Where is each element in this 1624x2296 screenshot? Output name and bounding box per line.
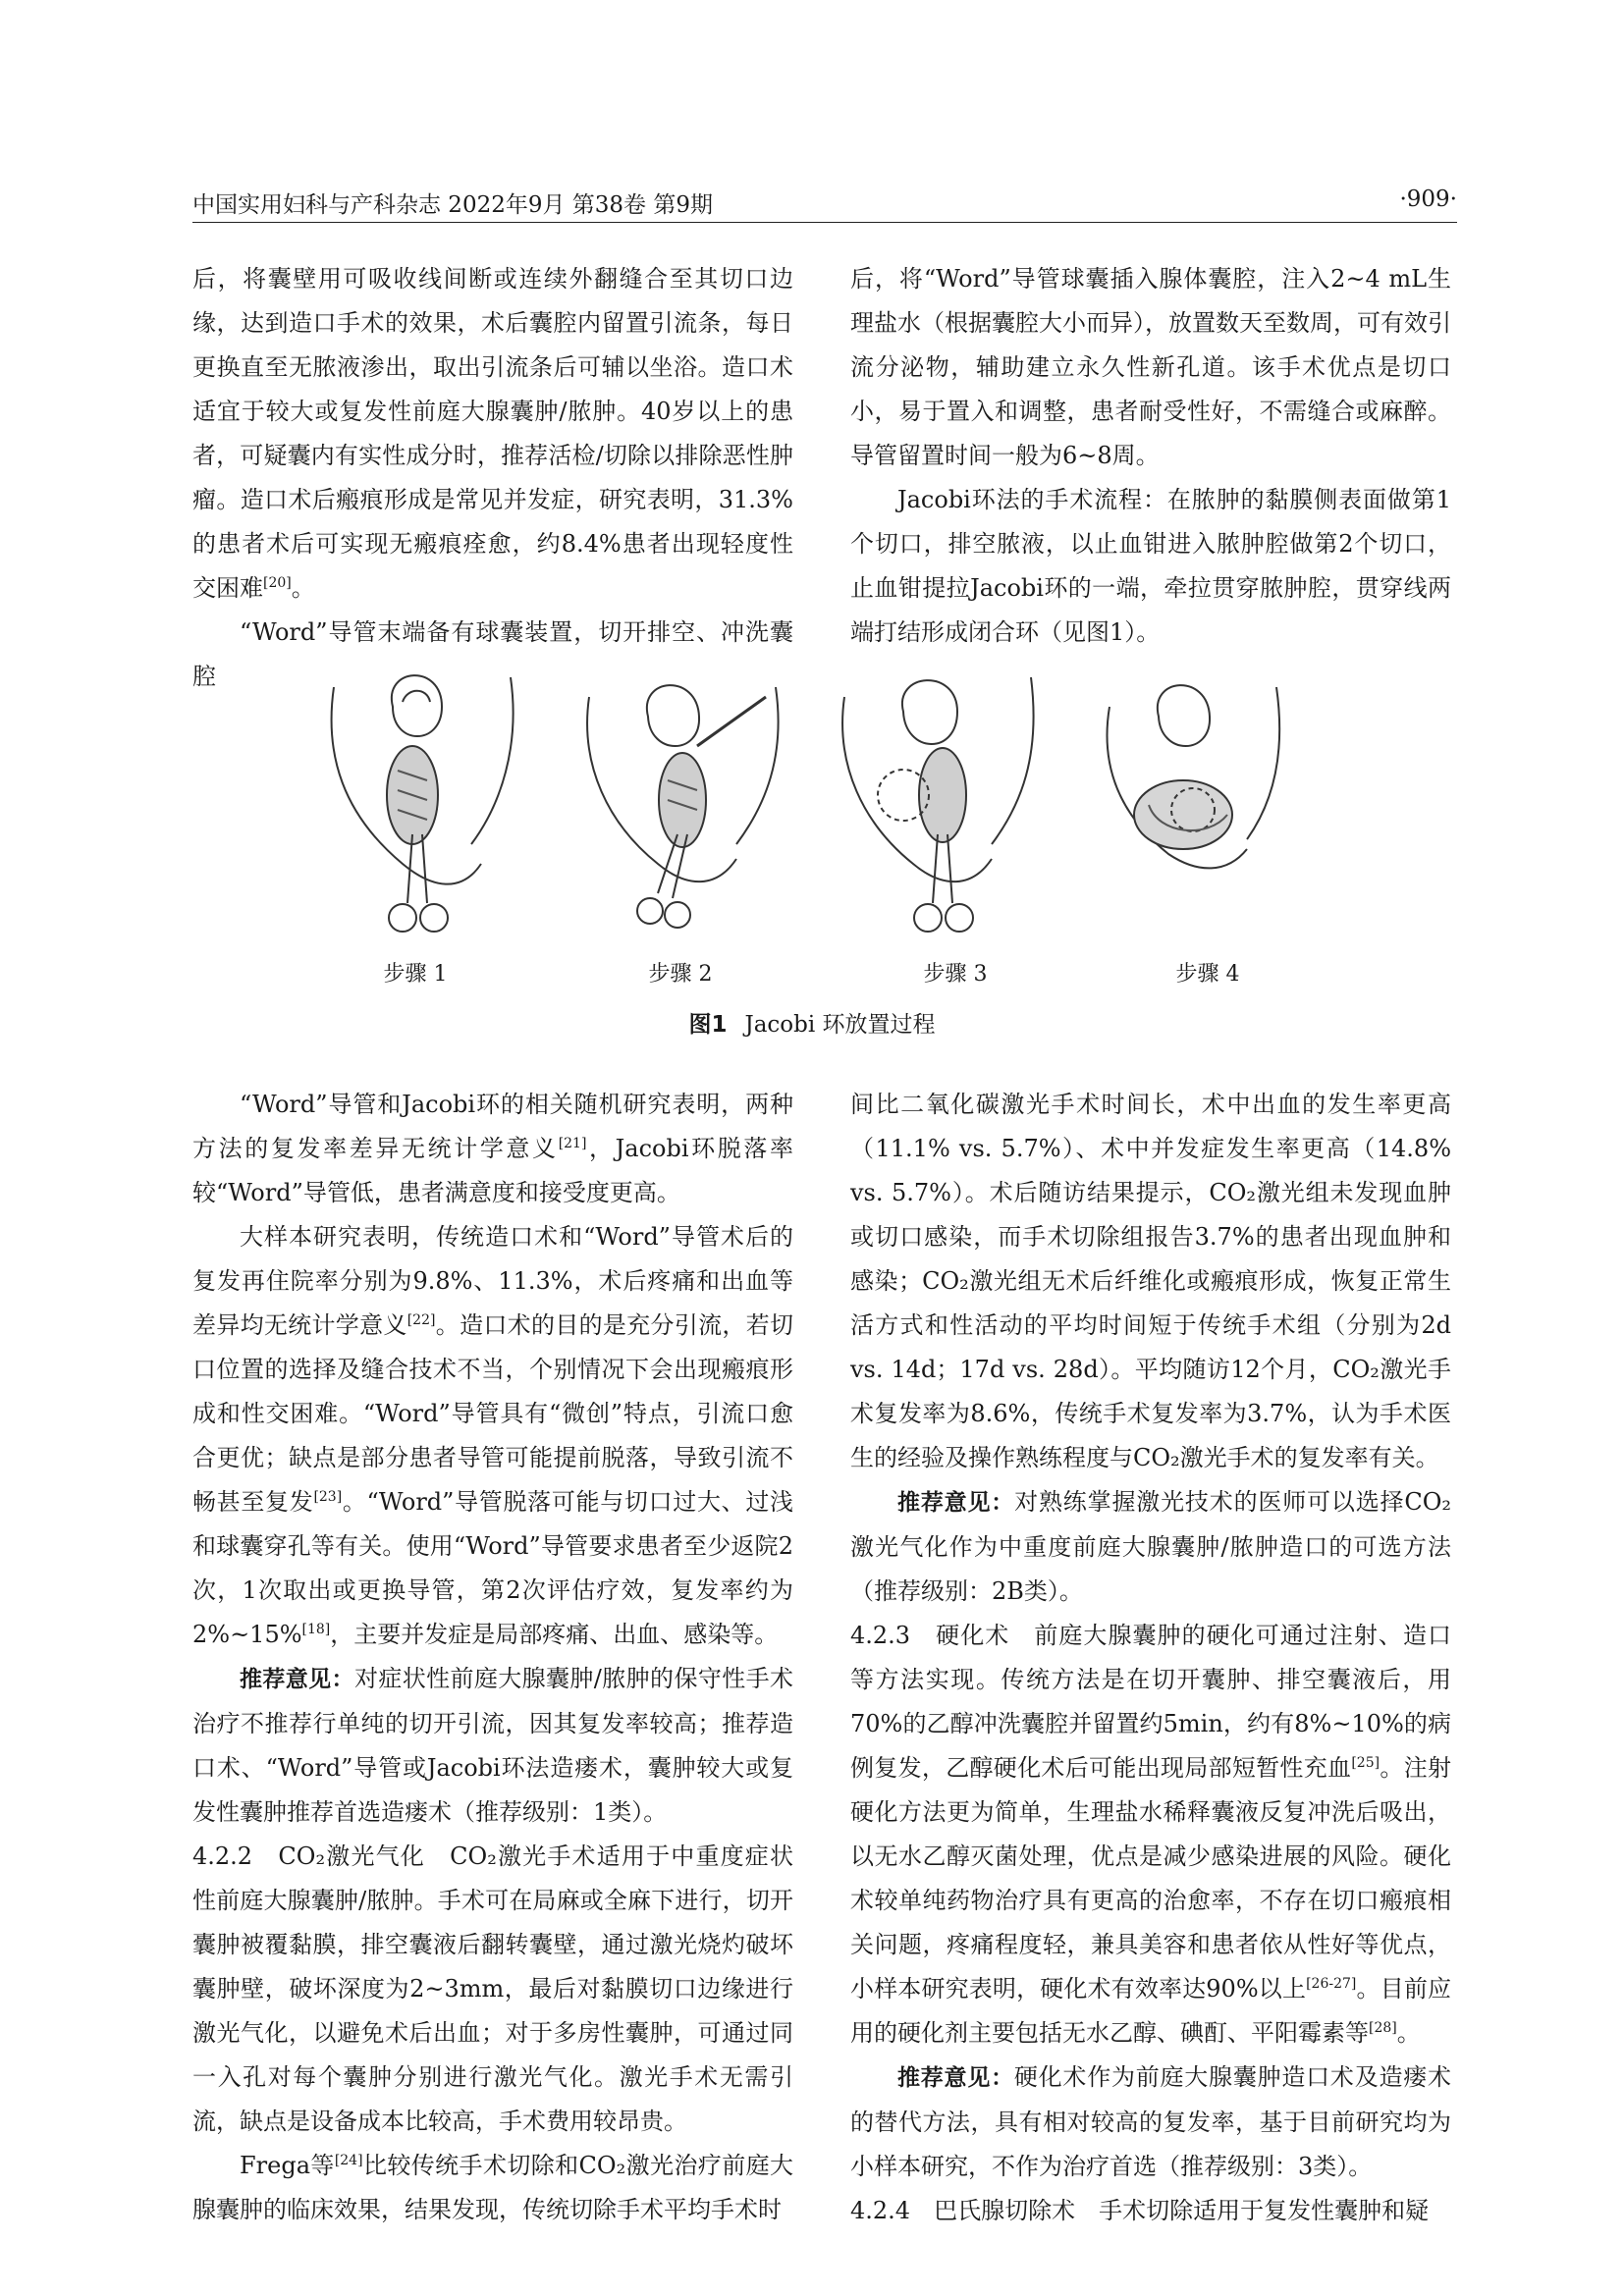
figure-jacobi-steps: [314, 667, 1316, 962]
text-column-top-left: [192, 257, 793, 699]
step-label-2: 步骤 2: [648, 962, 713, 987]
figure-number: 图1: [688, 1012, 728, 1038]
paragraph: Jacobi环法的手术流程：在脓肿的黏膜侧表面做第1个切口，排空脓液，以止血钳进入脓肿腔做第2个切口，止血钳提拉Jacobi环的一端，牵拉贯穿脓肿腔，贯穿线两端打结形成闭合环（见图1）。: [850, 486, 1451, 646]
section-4-2-2: 4.2.2 CO₂激光气化 CO₂激光手术适用于中重度症状性前庭大腺囊肿/脓肿。手术可在局麻或全麻下进行，切开囊肿被覆黏膜，排空囊液后翻转囊壁，通过激光烧灼破坏囊肿壁，破坏深度为2~3mm，最后对黏膜切口边缘进行激光气化，以避免术后出血；对于多房性囊肿，可通过同一入孔对每个囊肿分别进行激光气化。激光手术无需引流，缺点是设备成本比较高，手术费用较昂贵。: [192, 1842, 793, 2135]
section-4-2-4: 4.2.4 巴氏腺切除术 手术切除适用于复发性囊肿和疑: [850, 2197, 1430, 2224]
step-label-3: 步骤 3: [923, 962, 988, 987]
step-label-1: 步骤 1: [383, 962, 448, 987]
text-column-bottom-right: [850, 1083, 1451, 2233]
paragraph: 后，将囊壁用可吸收线间断或连续外翻缝合至其切口边缘，达到造口手术的效果，术后囊腔内留置引流条，每日更换直至无脓液渗出，取出引流条后可辅以坐浴。造口术适宜于较大或复发性前庭大腺囊肿/脓肿。40岁以上的患者，可疑囊内有实性成分时，推荐活检/切除以排除恶性肿瘤。造口术后瘢痕形成是常见并发症，研究表明，31.3%的患者术后可实现无瘢痕痊愈，约8.4%患者出现轻度性交困难[20]。: [192, 265, 793, 602]
citation: [28]: [1369, 2020, 1397, 2036]
citation: [20]: [263, 575, 292, 591]
paragraph: “Word”导管和Jacobi环的相关随机研究表明，两种方法的复发率差异无统计学意义[21]，Jacobi环脱落率较“Word”导管低，患者满意度和接受度更高。: [192, 1091, 794, 1206]
paragraph: 大样本研究表明，传统造口术和“Word”导管术后的复发再住院率分别为9.8%、11.3%，术后疼痛和出血等差异均无统计学意义[22]。造口术的目的是充分引流，若切口位置的选择及缝合技术不当，个别情况下会出现瘢痕形成和性交困难。“Word”导管具有“微创”特点，引流口愈合更优；缺点是部分患者导管可能提前脱落，导致引流不畅甚至复发[23]。“Word”导管脱落可能与切口过大、过浅和球囊穿孔等有关。使用“Word”导管要求患者至少返院2次，1次取出或更换导管，第2次评估疗效，复发率约为2%~15%[18]，主要并发症是局部疼痛、出血、感染等。: [192, 1223, 794, 1648]
text-column-top-right: [850, 257, 1451, 655]
citation: [25]: [1351, 1755, 1380, 1771]
section-heading: 4.2.2 CO₂激光气化: [192, 1842, 425, 1870]
text-column-bottom-left: [192, 1083, 793, 2232]
paragraph: 后，将“Word”导管球囊插入腺体囊腔，注入2~4 mL生理盐水（根据囊腔大小而异），放置数天至数周，可有效引流分泌物，辅助建立永久性新孔道。该手术优点是切口小，易于置入和调整，患者耐受性好，不需缝合或麻醉。导管留置时间一般为6~8周。: [850, 265, 1451, 469]
journal-title: 中国实用妇科与产科杂志 2022年9月 第38卷 第9期: [192, 192, 713, 218]
step-1-illustration: [314, 667, 530, 952]
recommendation-label: 推荐意见：: [240, 1667, 354, 1692]
citation: [23]: [313, 1489, 343, 1505]
paragraph: “Word”导管末端备有球囊装置，切开排空、冲洗囊腔: [192, 618, 793, 690]
citation: [22]: [406, 1312, 436, 1328]
citation: [24]: [334, 2153, 363, 2168]
recommendation-label: 推荐意见：: [897, 2065, 1014, 2091]
citation: [18]: [301, 1622, 331, 1637]
citation: [21]: [558, 1136, 587, 1151]
section-4-2-3: 4.2.3 硬化术 前庭大腺囊肿的硬化可通过注射、造口等方法实现。传统方法是在切开囊肿、排空囊液后，用70%的乙醇冲洗囊腔并留置约5min，约有8%~10%的病例复发，乙醇硬化术后可能出现局部短暂性充血[25]。注射硬化方法更为简单，生理盐水稀释囊液反复冲洗后吸出，以无水乙醇灭菌处理，优点是减少感染进展的风险。硬化术较单纯药物治疗具有更高的治愈率，不存在切口瘢痕相关问题，疼痛程度轻，兼具美容和患者依从性好等优点，小样本研究表明，硬化术有效率达90%以上[26-27]。目前应用的硬化剂主要包括无水乙醇、碘酊、平阳霉素等[28]。: [850, 1622, 1452, 2047]
figure-title: Jacobi 环放置过程: [744, 1012, 936, 1038]
paragraph: Frega等[24]比较传统手术切除和CO₂激光治疗前庭大腺囊肿的临床效果，结果发现，传统切除手术平均手术时: [192, 2152, 794, 2223]
paragraph: 间比二氧化碳激光手术时间长，术中出血的发生率更高（11.1% vs. 5.7%）、术中并发症发生率更高（14.8% vs. 5.7%）。术后随访结果提示，CO₂激光组未发现血肿或切口感染，而手术切除组报告3.7%的患者出现血肿和感染；CO₂激光组无术后纤维化或瘢痕形成，恢复正常生活方式和性活动的平均时间短于传统手术组（分别为2d vs. 14d；17d vs. 28d）。平均随访12个月，CO₂激光手术复发率为8.6%，传统手术复发率为3.7%，认为手术医生的经验及操作熟练程度与CO₂激光手术的复发率有关。: [850, 1091, 1451, 1471]
step-4-illustration: [1090, 667, 1306, 952]
recommendation: 推荐意见：硬化术作为前庭大腺囊肿造口术及造瘘术的替代方法，具有相对较高的复发率，基于目前研究均为小样本研究，不作为治疗首选（推荐级别：3类）。: [850, 2063, 1452, 2180]
section-heading: 4.2.3 硬化术: [850, 1622, 1010, 1649]
page-number: ·909·: [1399, 187, 1457, 212]
running-header: [192, 183, 1457, 223]
recommendation: 推荐意见：对症状性前庭大腺囊肿/脓肿的保守性手术治疗不推荐行单纯的切开引流，因其复发率较高；推荐造口术、“Word”导管或Jacobi环法造瘘术，囊肿较大或复发性囊肿推荐首选造瘘术（推荐级别：1类）。: [192, 1665, 793, 1826]
step-2-illustration: [579, 667, 795, 952]
citation: [26-27]: [1306, 1976, 1357, 1992]
figure-caption: [0, 1006, 1624, 1039]
recommendation-label: 推荐意见：: [897, 1490, 1015, 1516]
section-heading: 4.2.4 巴氏腺切除术: [850, 2197, 1076, 2224]
step-3-illustration: [835, 667, 1051, 952]
step-label-4: 步骤 4: [1175, 962, 1240, 987]
recommendation: 推荐意见：对熟练掌握激光技术的医师可以选择CO₂激光气化作为中重度前庭大腺囊肿/脓肿造口的可选方法（推荐级别：2B类）。: [850, 1488, 1452, 1605]
